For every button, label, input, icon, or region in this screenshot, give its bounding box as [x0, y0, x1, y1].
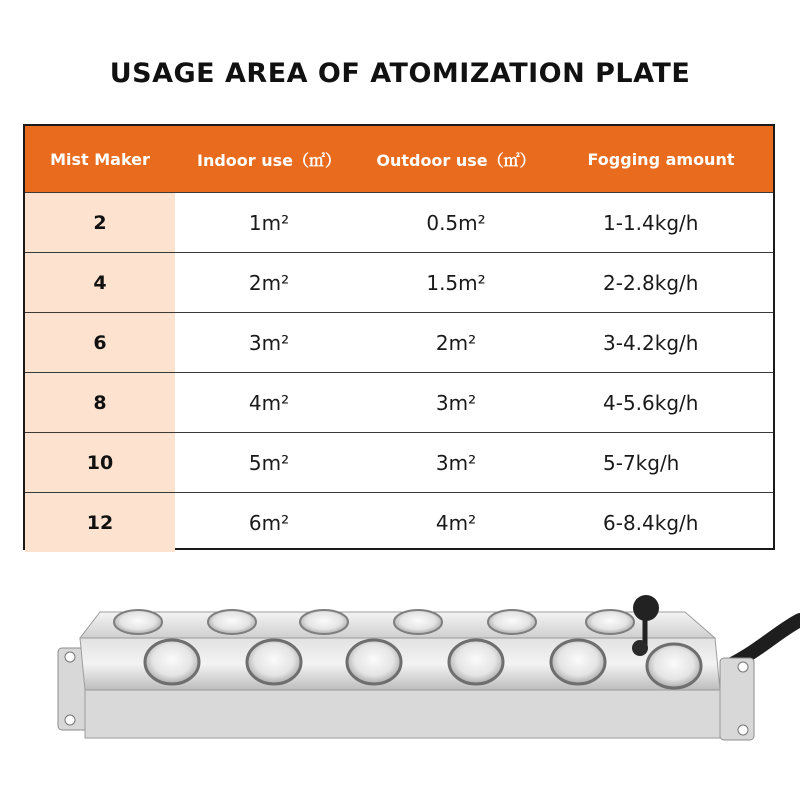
- header-fogging-amount: Fogging amount: [587, 149, 735, 169]
- cell-outdoor: 2m²: [435, 330, 477, 355]
- cell-mist-maker: 4: [25, 253, 175, 312]
- cell-outdoor: 1.5m²: [426, 270, 486, 295]
- page-title: USAGE AREA OF ATOMIZATION PLATE: [109, 58, 691, 89]
- cell-indoor: 1m²: [248, 210, 290, 235]
- cell-outdoor: 4m²: [435, 510, 477, 535]
- table-header-row: [25, 126, 773, 192]
- header-mist-maker: Mist Maker: [50, 149, 150, 169]
- table-row: [25, 432, 773, 492]
- table-row: [25, 372, 773, 432]
- cell-indoor: 4m²: [248, 390, 290, 415]
- cell-mist-maker: 6: [25, 313, 175, 372]
- cell-fogging: 2-2.8kg/h: [603, 270, 699, 295]
- cell-mist-maker: 2: [25, 193, 175, 252]
- cell-fogging: 3-4.2kg/h: [603, 330, 699, 355]
- cell-indoor: 5m²: [248, 450, 290, 475]
- table-row: [25, 492, 773, 552]
- atomizer-plate-image: [40, 590, 800, 770]
- cell-mist-maker: 12: [25, 493, 175, 552]
- cell-fogging: 6-8.4kg/h: [603, 510, 699, 535]
- cell-mist-maker: 10: [25, 433, 175, 492]
- header-outdoor-use: Outdoor use（㎡）: [376, 150, 536, 170]
- cell-indoor: 2m²: [248, 270, 290, 295]
- cell-fogging: 1-1.4kg/h: [603, 210, 699, 235]
- usage-table: [23, 124, 775, 550]
- cell-outdoor: 0.5m²: [426, 210, 486, 235]
- cell-fogging: 5-7kg/h: [603, 450, 680, 475]
- cell-fogging: 4-5.6kg/h: [603, 390, 699, 415]
- table-row: [25, 192, 773, 252]
- cell-indoor: 3m²: [248, 330, 290, 355]
- cell-indoor: 6m²: [248, 510, 290, 535]
- table-row: [25, 312, 773, 372]
- cell-outdoor: 3m²: [435, 450, 477, 475]
- table-row: [25, 252, 773, 312]
- header-indoor-use: Indoor use（㎡）: [196, 150, 341, 170]
- cell-outdoor: 3m²: [435, 390, 477, 415]
- cell-mist-maker: 8: [25, 373, 175, 432]
